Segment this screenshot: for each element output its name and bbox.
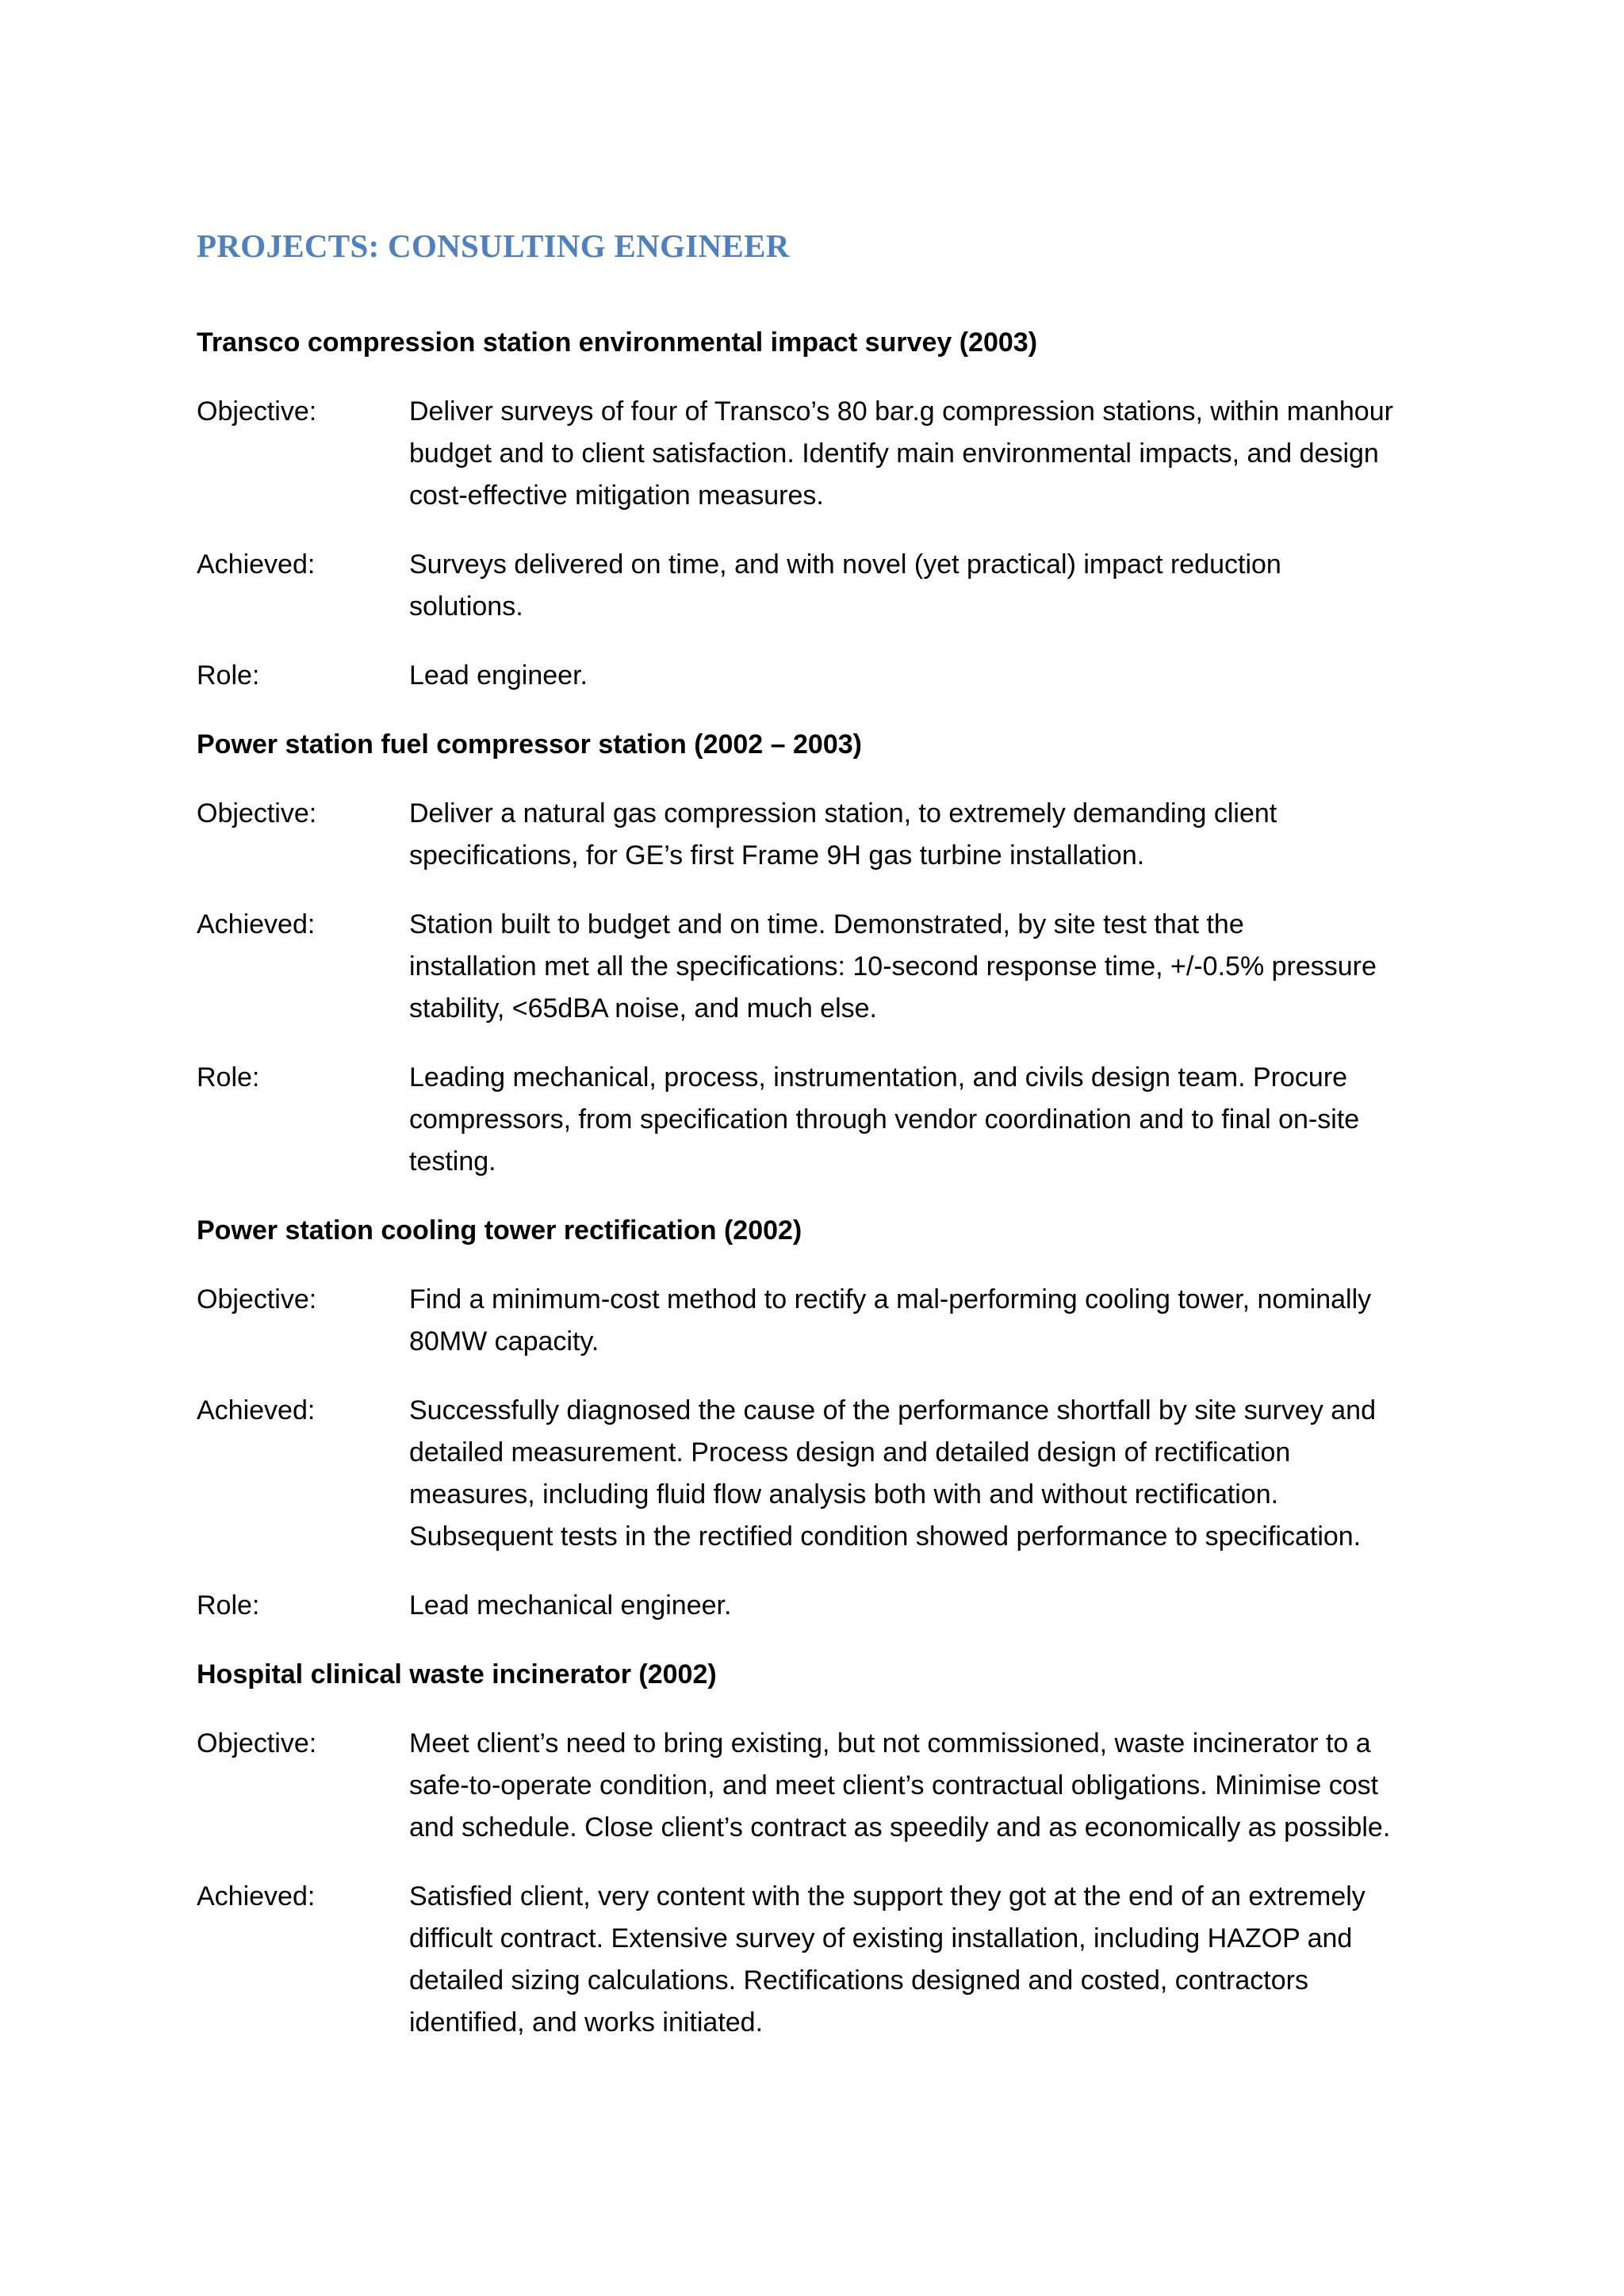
achieved-row — [197, 1390, 1434, 1558]
achieved-row — [197, 1876, 1434, 2044]
row-label: Achieved: — [197, 1881, 316, 1911]
row-label: Achieved: — [197, 549, 316, 580]
project-section — [197, 1210, 1434, 1627]
row-text: Deliver a natural gas compression station, to extremely demanding client specifications, for GE’s first Frame 9H gas turbine installation. — [409, 798, 1277, 871]
achieved-row — [197, 904, 1434, 1030]
project-heading: Transco compression station environmental impact survey (2003) — [197, 327, 1038, 358]
row-text: Deliver surveys of four of Transco’s 80 bar.g compression stations, within manhour budget and to client satisfaction. Identify main environmental impacts, and design cost-effective mitigation measures. — [409, 396, 1393, 511]
objective-row — [197, 1723, 1434, 1849]
row-text: Successfully diagnosed the cause of the performance shortfall by site survey and detailed measurement. Process design and detailed design of rectification measures, including fluid flow analysis both with and without rectification. Subsequent tests in the rectified condition showed performance to specification. — [409, 1395, 1377, 1552]
project-heading: Power station cooling tower rectification (2002) — [197, 1215, 802, 1246]
row-label: Role: — [197, 1062, 260, 1093]
project-section — [197, 322, 1434, 697]
project-heading: Power station fuel compressor station (2002 – 2003) — [197, 729, 862, 760]
row-text: Surveys delivered on time, and with novel (yet practical) impact reduction solutions. — [409, 549, 1281, 622]
role-row — [197, 1057, 1434, 1183]
role-row — [197, 655, 1434, 697]
project-section — [197, 1654, 1434, 2044]
page-title: PROJECTS: CONSULTING ENGINEER — [197, 228, 790, 264]
row-label: Achieved: — [197, 909, 316, 939]
objective-row — [197, 1279, 1434, 1363]
project-heading: Hospital clinical waste incinerator (2002) — [197, 1659, 717, 1689]
row-label: Objective: — [197, 1728, 317, 1758]
row-text: Leading mechanical, process, instrumentation, and civils design team. Procure compressors, from specification through vendor coordination and to final on-site testing. — [409, 1062, 1360, 1177]
row-text: Find a minimum-cost method to rectify a mal-performing cooling tower, nominally 80MW capacity. — [409, 1284, 1372, 1357]
row-label: Role: — [197, 1590, 260, 1621]
row-text: Station built to budget and on time. Demonstrated, by site test that the installation met all the specifications: 10-second response time, +/-0.5% pressure stability, <65dBA noise, and much else. — [409, 909, 1377, 1024]
row-text: Lead engineer. — [409, 660, 588, 691]
document-content — [197, 214, 1434, 2071]
objective-row — [197, 793, 1434, 877]
row-label: Achieved: — [197, 1395, 316, 1425]
objective-row — [197, 391, 1434, 517]
row-text: Lead mechanical engineer. — [409, 1590, 732, 1621]
achieved-row — [197, 544, 1434, 628]
row-label: Objective: — [197, 798, 317, 828]
row-label: Objective: — [197, 1284, 317, 1314]
project-section — [197, 724, 1434, 1183]
row-label: Objective: — [197, 396, 317, 427]
row-label: Role: — [197, 660, 260, 691]
role-row — [197, 1585, 1434, 1627]
row-text: Meet client’s need to bring existing, but not commissioned, waste incinerator to a safe-to-operate condition, and meet client’s contractual obligations. Minimise cost and schedule. Close client’s contract as speedily and as economically as possible. — [409, 1728, 1391, 1843]
row-text: Satisfied client, very content with the support they got at the end of an extremely difficult contract. Extensive survey of existing installation, including HAZOP and detailed sizing calculations. Rectifications designed and costed, contractors identified, and works initiated. — [409, 1881, 1365, 2038]
